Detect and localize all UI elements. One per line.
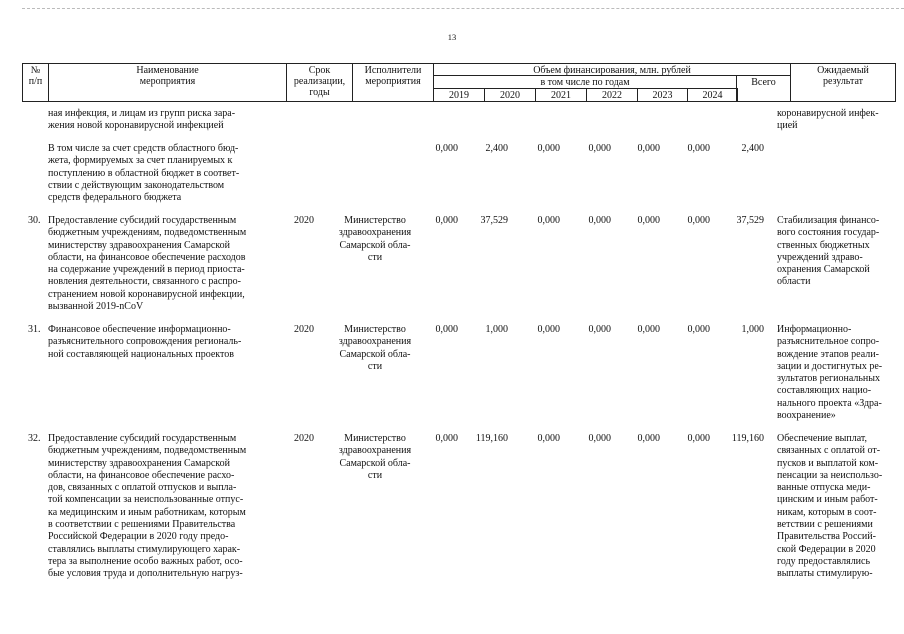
row-name: Финансовое обеспечение информационно- разъяснительного сопровождения региональ- ной составляющей национальных проектов bbox=[48, 324, 242, 360]
row-value-2022: 0,000 bbox=[588, 324, 611, 335]
row-term: 2020 bbox=[294, 324, 314, 335]
row-value-2024: 0,000 bbox=[687, 324, 710, 335]
row-value-2023: 0,000 bbox=[637, 143, 660, 154]
row-result: коронавирусной инфек- цией bbox=[777, 108, 879, 132]
header-total: Всего bbox=[736, 75, 791, 102]
row-name: ная инфекция, и лицам из групп риска зара- жения новой коронавирусной инфекцией bbox=[48, 108, 236, 132]
row-value-2021: 0,000 bbox=[537, 215, 560, 226]
row-name: В том числе за счет средств областного бюд- жета, формируемых за счет планируемых к поступлению в областной бюджет в соответ- ствии с действующим законодательством средств федерального бюджета bbox=[48, 143, 240, 204]
row-value-2019: 0,000 bbox=[435, 324, 458, 335]
row-value-2020: 1,000 bbox=[485, 324, 508, 335]
header-term: Срок реализации, годы bbox=[286, 63, 353, 102]
header-name: Наименование мероприятия bbox=[48, 63, 287, 102]
row-value-2022: 0,000 bbox=[588, 143, 611, 154]
row-executor: Министерство здравоохранения Самарской обла- сти bbox=[338, 215, 412, 263]
row-value-2024: 0,000 bbox=[687, 143, 710, 154]
row-executor: Министерство здравоохранения Самарской обла- сти bbox=[338, 433, 412, 481]
header-executors: Исполнители мероприятия bbox=[352, 63, 434, 102]
row-value-2023: 0,000 bbox=[637, 433, 660, 444]
header-year-2020: 2020 bbox=[484, 88, 536, 102]
page-number: 13 bbox=[447, 32, 457, 42]
header-by-years: в том числе по годам bbox=[433, 75, 737, 89]
row-value-2020: 2,400 bbox=[485, 143, 508, 154]
row-value-2020: 119,160 bbox=[475, 433, 508, 444]
row-term: 2020 bbox=[294, 433, 314, 444]
row-value-2023: 0,000 bbox=[637, 324, 660, 335]
header-year-2024: 2024 bbox=[687, 88, 738, 102]
row-value-2022: 0,000 bbox=[588, 433, 611, 444]
row-result: Обеспечение выплат, связанных с оплатой от- пусков и выплатой ком- пенсации за неиспользо- ванные отпуска меди- цинским и иным работ- никам, которым в соот- ветствии с решениями Правительства Россий- ской Федерации в 2020 году предоставлялись выплаты стимулирую- bbox=[777, 433, 883, 580]
row-total: 37,529 bbox=[736, 215, 764, 226]
row-number: 31. bbox=[28, 324, 41, 335]
header-year-2023: 2023 bbox=[637, 88, 688, 102]
header-num: № п/п bbox=[22, 63, 49, 102]
header-year-2019: 2019 bbox=[433, 88, 485, 102]
row-value-2020: 37,529 bbox=[480, 215, 508, 226]
row-total: 2,400 bbox=[741, 143, 764, 154]
row-value-2024: 0,000 bbox=[687, 433, 710, 444]
table-header bbox=[22, 63, 896, 102]
row-name: Предоставление субсидий государственным бюджетным учреждениям, подведомственным министерству здравоохранения Самарской области, на финансовое обеспечение расходов на содержание учреждений в период приоста- новления деятельности, связанного с распро- странением новой коронавирусной инфекции, вызванной 2019-nCoV bbox=[48, 215, 247, 313]
row-name: Предоставление субсидий государственным бюджетным учреждениям, подведомственным министерству здравоохранения Самарской области, на финансовое обеспечение расхо- дов, связанных с оплатой отпусков и выпла- той компенсации за неиспользованные отпус- ка медицинским и иным работникам, которым в соответствии с решениями Правительства Российской Федерации в 2020 году предо- ставлялись выплаты стимулирующего харак- тера за выполнение особо важных работ, осо- бые условия труда и дополнительную нагруз- bbox=[48, 433, 247, 580]
row-total: 119,160 bbox=[731, 433, 764, 444]
row-value-2021: 0,000 bbox=[537, 143, 560, 154]
header-result: Ожидаемый результат bbox=[790, 63, 896, 102]
header-financing: Объем финансирования, млн. рублей bbox=[433, 63, 791, 76]
row-number: 32. bbox=[28, 433, 41, 444]
row-value-2019: 0,000 bbox=[435, 433, 458, 444]
row-total: 1,000 bbox=[741, 324, 764, 335]
row-result: Стабилизация финансо- вого состояния государ- ственных бюджетных учреждений здраво- охранения Самарской области bbox=[777, 215, 880, 288]
row-executor: Министерство здравоохранения Самарской обла- сти bbox=[338, 324, 412, 372]
row-value-2022: 0,000 bbox=[588, 215, 611, 226]
header-year-2021: 2021 bbox=[535, 88, 587, 102]
row-number: 30. bbox=[28, 215, 41, 226]
row-value-2019: 0,000 bbox=[435, 215, 458, 226]
row-term: 2020 bbox=[294, 215, 314, 226]
row-value-2024: 0,000 bbox=[687, 215, 710, 226]
row-value-2023: 0,000 bbox=[637, 215, 660, 226]
row-result: Информационно- разъяснительное сопро- вождение этапов реали- зации и достигнутых ре- зультатов региональных составляющих нацио- нального проекта «Здра- воохранение» bbox=[777, 324, 883, 422]
row-value-2021: 0,000 bbox=[537, 433, 560, 444]
page-top-border bbox=[22, 8, 904, 9]
row-value-2019: 0,000 bbox=[435, 143, 458, 154]
header-year-2022: 2022 bbox=[586, 88, 638, 102]
row-value-2021: 0,000 bbox=[537, 324, 560, 335]
